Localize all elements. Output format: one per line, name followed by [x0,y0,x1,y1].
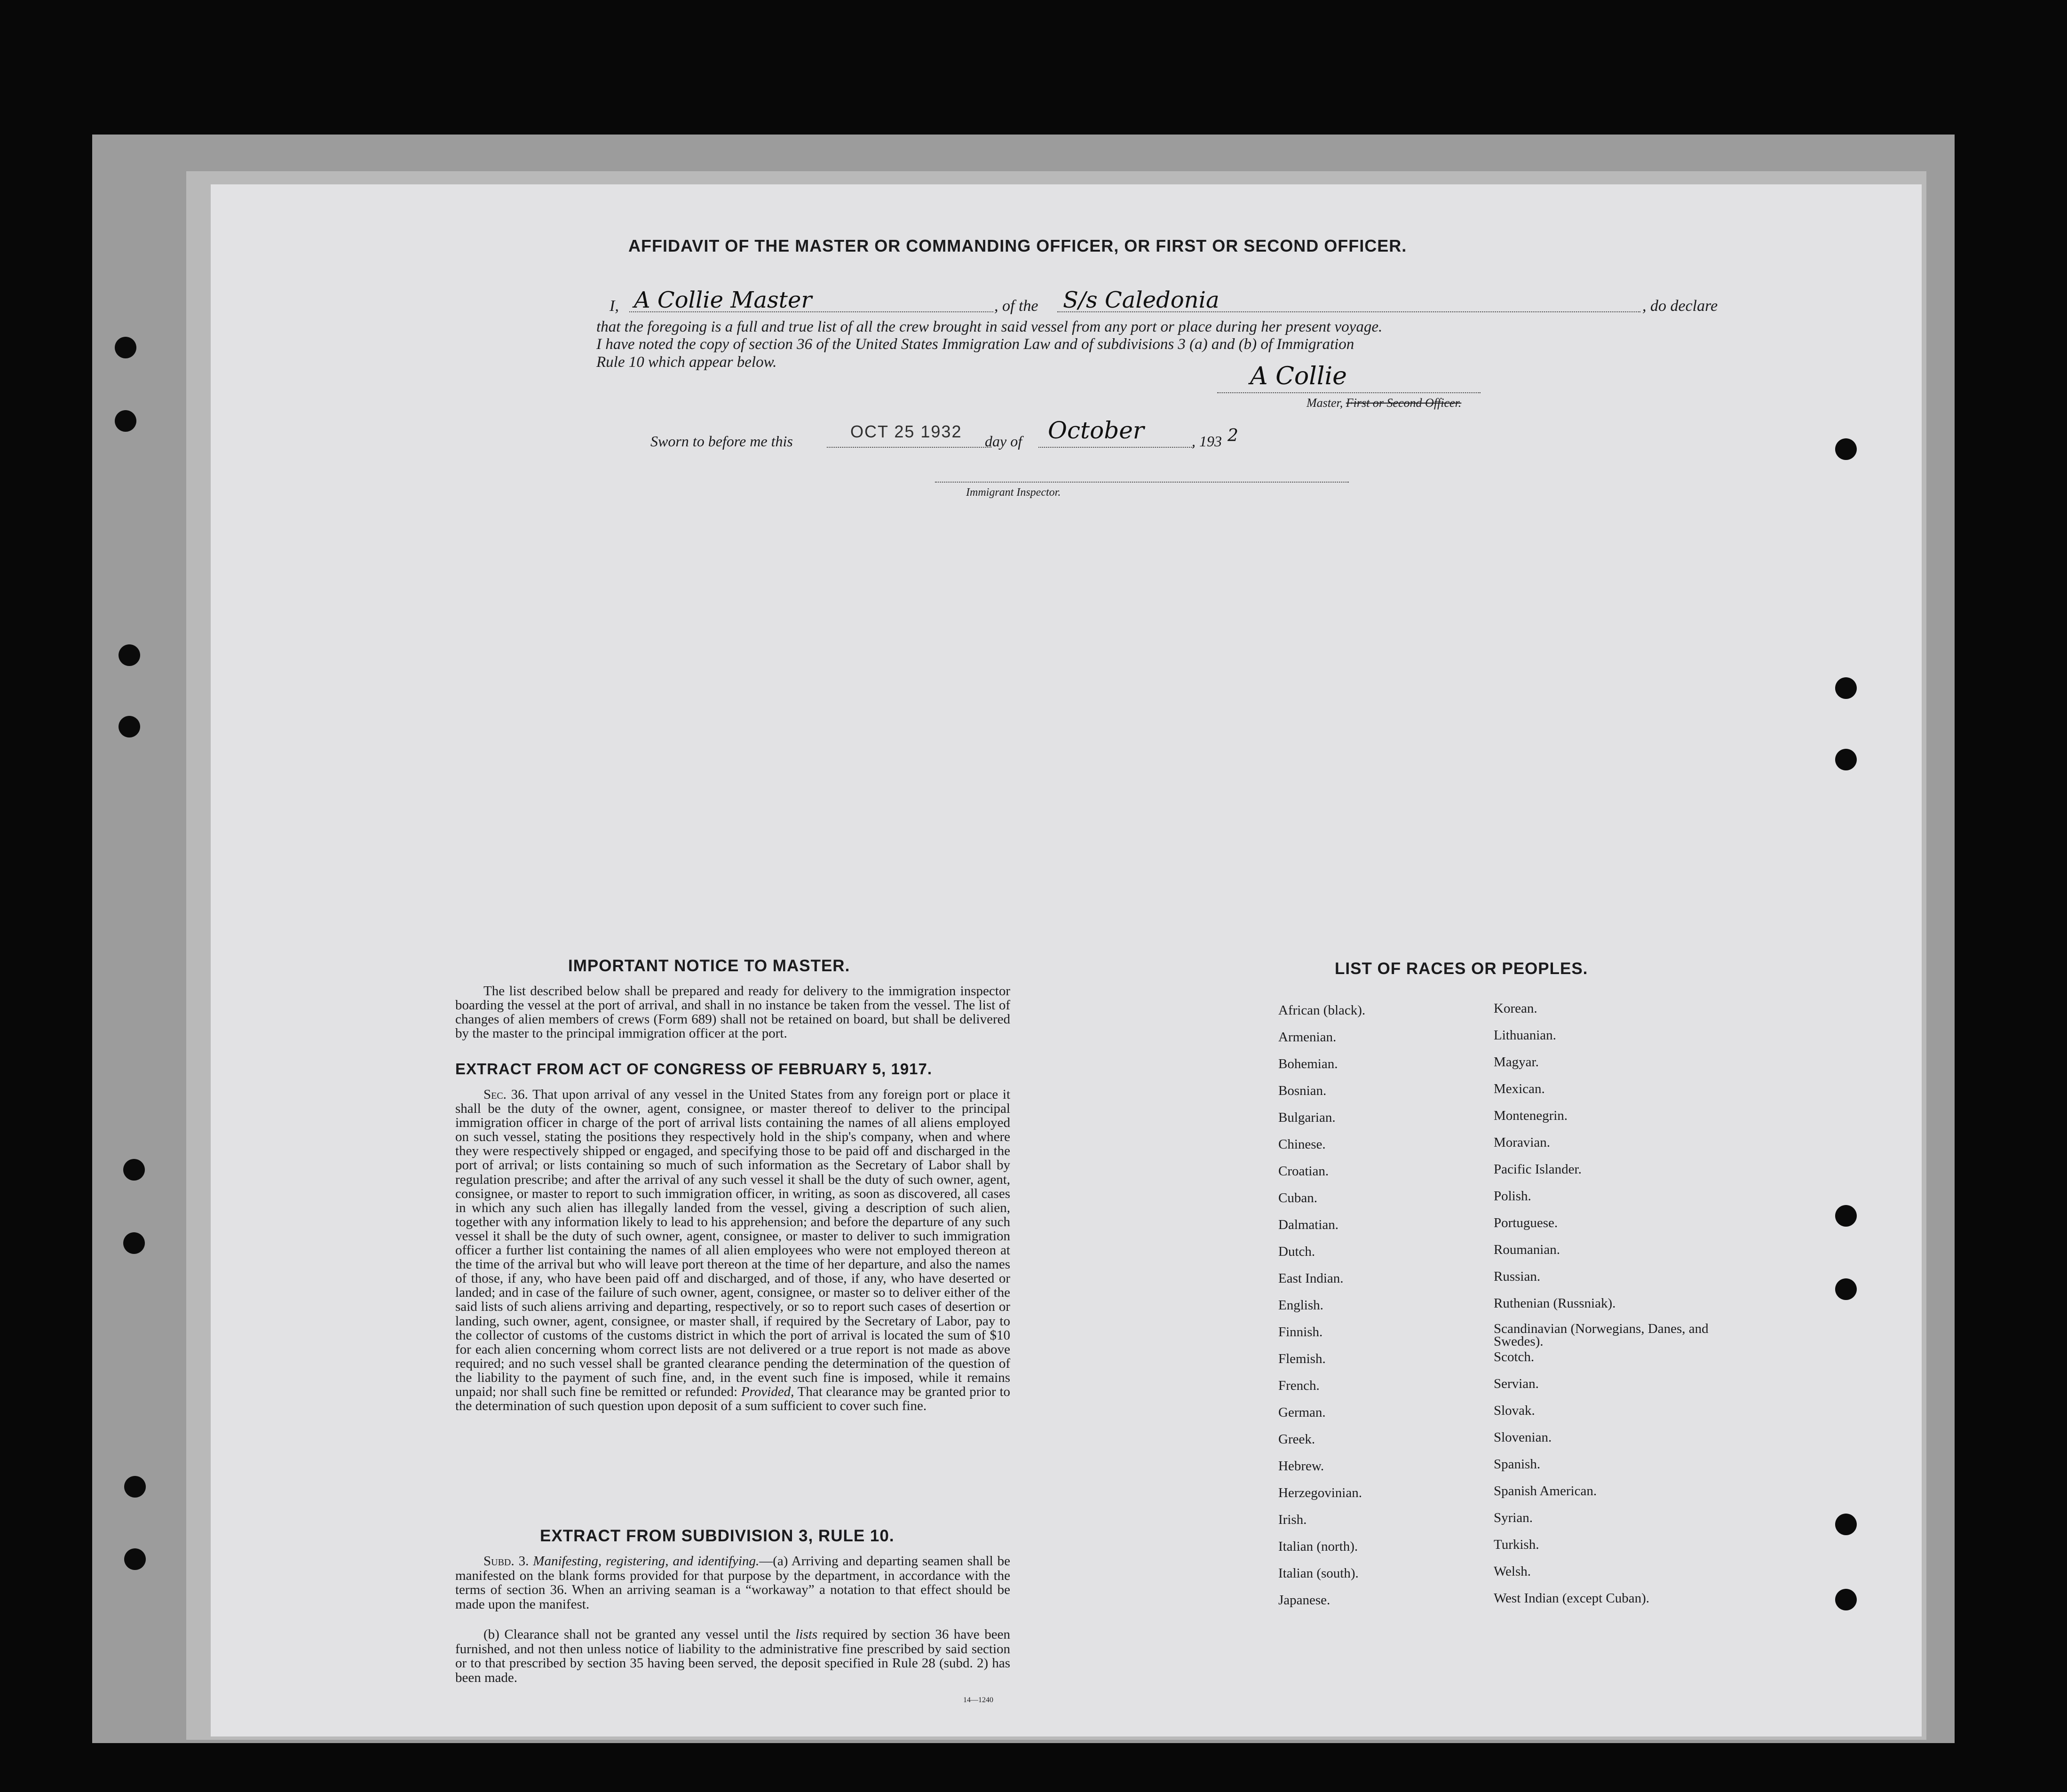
month-handwritten: October [1048,417,1144,444]
race-item: Italian (north). [1278,1539,1358,1554]
races-right-column [1494,1001,1757,1618]
day-of-label: day of [985,433,1022,450]
race-item: Turkish. [1494,1537,1539,1552]
race-item: Lithuanian. [1494,1028,1556,1043]
race-item: Dutch. [1278,1244,1315,1259]
race-item: Servian. [1494,1376,1539,1391]
form-number: 14—1240 [963,1696,993,1704]
race-item: Italian (south). [1278,1566,1359,1581]
subd-heading: Manifesting, registering, and identifying. [533,1554,760,1569]
binder-hole-icon [123,1159,145,1181]
race-item: Japanese. [1278,1593,1330,1608]
rule-para-b-prefix: (b) Clearance shall not be granted any vessel until the [483,1627,791,1642]
race-item: Spanish. [1494,1457,1541,1472]
race-item: Slovak. [1494,1403,1535,1418]
race-item: Bohemian. [1278,1056,1338,1071]
binder-hole-icon [115,337,136,358]
race-item: Polish. [1494,1189,1531,1204]
race-item: Roumanian. [1494,1242,1560,1257]
race-item: Ruthenian (Russniak). [1494,1296,1616,1311]
race-item: Dalmatian. [1278,1217,1339,1232]
race-item: African (black). [1278,1003,1366,1018]
binder-hole-icon [124,1548,146,1570]
binder-hole-icon [119,644,140,666]
signature-caption [1307,396,1461,410]
races-left-column [1278,1003,1485,1619]
act-section-text [455,1087,1010,1413]
race-item: French. [1278,1378,1320,1393]
sworn-label: Sworn to before me this [650,433,793,450]
races-title: LIST OF RACES OR PEOPLES. [1335,959,1588,978]
rule-para-b-lists: lists [795,1627,818,1642]
rule-para-b-rest: required by section 36 have been furnished, and not then unless notice of liability to the administrative fine prescribed by said section or to that prescribed by section 35 having been served, the deposit specified in Rule 28 (subd. 2) has been made. [455,1627,1011,1685]
binder-hole-icon [123,1232,145,1254]
act-extract-title: EXTRACT FROM ACT OF CONGRESS OF FEBRUARY 5, 1917. [455,1060,933,1078]
race-item: Slovenian. [1494,1430,1552,1445]
race-item: Bulgarian. [1278,1110,1336,1125]
proviso-text: That clearance may be granted prior to the determination of such question upon deposit of a sum sufficient to cover such fine. [455,1384,1010,1414]
race-item: East Indian. [1278,1271,1344,1286]
race-item: Greek. [1278,1432,1315,1447]
binder-hole-icon [115,410,136,432]
race-item: Spanish American. [1494,1483,1597,1499]
race-item: Moravian. [1494,1135,1550,1150]
inspector-caption: Immigrant Inspector. [966,486,1061,499]
race-item: Herzegovinian. [1278,1485,1362,1500]
rule-extract-title: EXTRACT FROM SUBDIVISION 3, RULE 10. [540,1527,895,1545]
statement-line-1: that the foregoing is a full and true list of all the crew brought in said vessel from any port or place during her present voyage. [596,318,1383,335]
race-item: Chinese. [1278,1137,1326,1152]
race-item: Portuguese. [1494,1215,1558,1230]
sworn-date-line [827,447,991,448]
declarant-name: A Collie Master [634,287,812,313]
do-declare-label: , do declare [1642,297,1718,315]
affidavit-title: AFFIDAVIT OF THE MASTER OR COMMANDING OFFICER, OR FIRST OR SECOND OFFICER. [628,236,1407,255]
race-item: Scotch. [1494,1349,1535,1364]
rule-para-a-text: —(a) Arriving and departing seamen shall be manifested on the blank forms provided for that purpose by the department, in accordance with the terms of section 36. When an arriving seaman is a “workaway” a notation to that effect should be made upon the manifest. [455,1554,1010,1612]
rule-para-a [455,1554,1010,1611]
binder-hole-icon [124,1476,146,1498]
notice-title: IMPORTANT NOTICE TO MASTER. [568,957,850,975]
year-prefix: , 193 [1192,433,1222,450]
race-item: Flemish. [1278,1351,1326,1366]
date-stamp: OCT 25 1932 [850,422,962,441]
race-item: German. [1278,1405,1326,1420]
signature-line [1217,392,1481,393]
race-item: Hebrew. [1278,1459,1324,1474]
race-item: Scandinavian (Norwegians, Danes, and Swedes). [1494,1321,1709,1349]
binder-hole-icon [1835,1589,1857,1610]
affidavit-page [211,184,1922,1736]
section-label: Sec. 36. [483,1087,528,1102]
subd-label: Subd. 3. [483,1554,529,1569]
vessel-name: S/s Caledonia [1063,287,1220,313]
race-item: Korean. [1494,1001,1537,1016]
bleed-through [1104,254,1838,289]
race-item: English. [1278,1298,1323,1313]
race-item: West Indian (except Cuban). [1494,1591,1650,1606]
proviso-word: Provided, [741,1384,794,1399]
race-item: Russian. [1494,1269,1541,1284]
inspector-line [935,482,1349,483]
declaration-prefix: I, [610,297,619,315]
race-item: Finnish. [1278,1324,1323,1340]
race-item: Cuban. [1278,1190,1317,1205]
statement-line-2: I have noted the copy of section 36 of the United States Immigration Law and of subdivisions 3 (a) and (b) of Immigration [596,336,1354,353]
signature-caption-struck: First or Second Officer. [1346,396,1462,410]
month-fill-line [1038,447,1194,448]
signature-caption-master: Master, [1307,396,1343,410]
year-handwritten: 2 [1228,426,1238,445]
race-item: Syrian. [1494,1510,1533,1525]
binder-hole-icon [119,716,140,737]
binder-hole-icon [1835,1278,1857,1300]
rule-para-b [455,1627,1010,1685]
binder-hole-icon [1835,677,1857,699]
race-item: Irish. [1278,1512,1307,1527]
master-signature: A Collie [1250,362,1347,390]
binder-hole-icon [1835,438,1857,460]
binder-hole-icon [1835,1514,1857,1535]
section-body: That upon arrival of any vessel in the United States from any foreign port or place it shall be the duty of the owner, agent, consignee, or master thereof to deliver to the principal immigration officer in charge of the port of arrival lists containing the names of all aliens employed on such vessel, stating the positions they respectively hold in the ship's company, when and where they were respectively shipped or engaged, and specifying those to be paid off and discharged in the port of arrival; or lists containing so much of such information as the Secretary of Labor shall by regulation prescribe; and after the arrival of any such vessel it shall be the duty of such owner, agent, consignee, or master to report to such immigration officer, in writing, as soon as discovered, all cases in which any such alien has illegally landed from the vessel, giving a description of such alien, together with any information likely to lead to his apprehension; and before the departure of any such vessel it shall be the duty of such owner, agent, consignee, or master to deliver to such immigration officer a further list containing the names of all alien employees who were not employed thereon at the time of the arrival but who will leave port thereon at the time of her departure, and also the names of those, if any, who have been paid off and discharged, and of those, if any, who have deserted or landed; and in case of the failure of such owner, agent, consignee, or master so to deliver either of the said lists of such aliens arriving and departing, respectively, or so to report such cases of desertion or landing, such owner, agent, consignee, or master shall, if required by the Secretary of Labor, pay to the collector of customs of the customs district in which the port of arrival is located the sum of $10 for each alien concerning whom correct lists are not delivered or a true report is not made as above required; and no such vessel shall be granted clearance pending the determination of the question of the liability to the payment of such fine, and, in the event such fine is imposed, while it remains unpaid; nor shall such fine be remitted or refunded: [455,1087,1011,1399]
race-item: Pacific Islander. [1494,1162,1582,1177]
race-item: Montenegrin. [1494,1108,1568,1123]
race-item: Croatian. [1278,1164,1329,1179]
notice-paragraph: The list described below shall be prepared and ready for delivery to the immigration inspector boarding the vessel at the port of arrival, and shall in no instance be taken from the vessel. The list of changes of alien members of crews (Form 689) shall not be retained on board, but shall be delivered by the master to the principal immigration officer at the port. [455,983,1010,1041]
binder-hole-icon [1835,1205,1857,1227]
statement-line-3: Rule 10 which appear below. [596,354,777,371]
race-item: Bosnian. [1278,1083,1327,1098]
binder-hole-icon [1835,749,1857,770]
of-the-label: , of the [994,297,1038,315]
race-item: Welsh. [1494,1564,1531,1579]
race-item: Mexican. [1494,1081,1545,1096]
race-item: Armenian. [1278,1030,1337,1045]
race-item: Magyar. [1494,1055,1539,1070]
